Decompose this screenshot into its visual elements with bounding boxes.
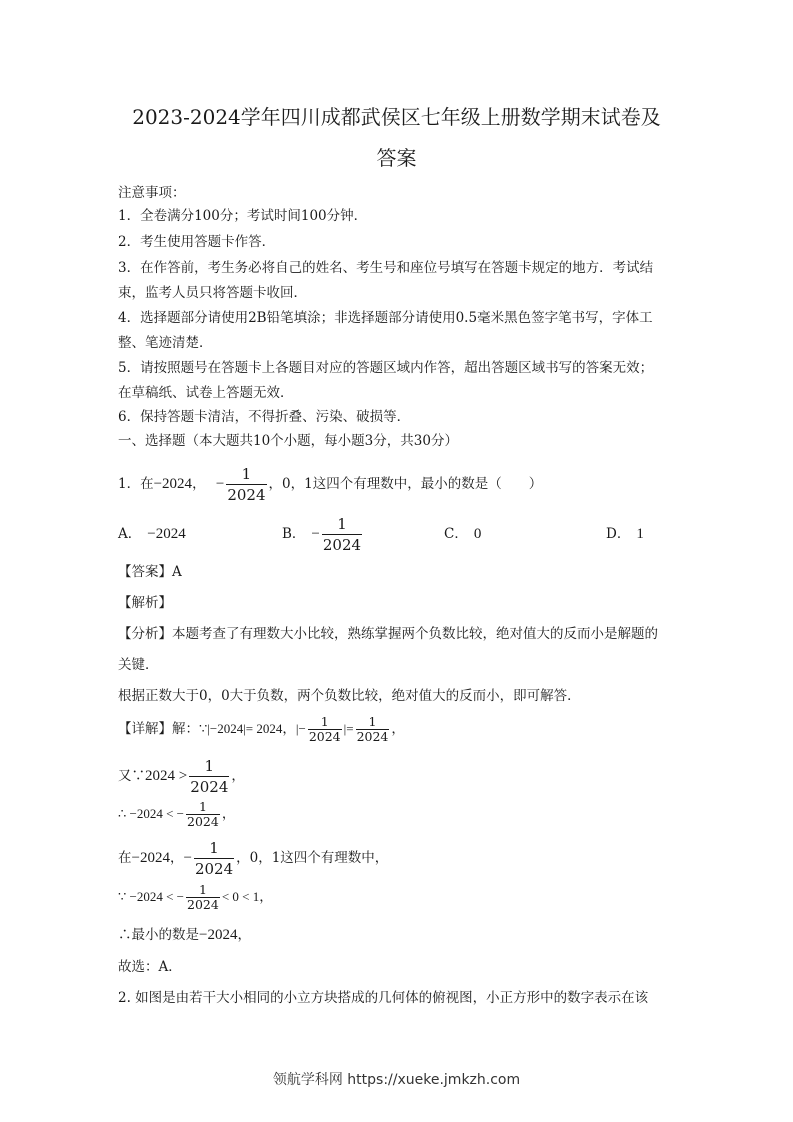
fraction-numerator: 1 — [189, 756, 229, 777]
q1-fraction — [226, 464, 266, 505]
q1-frac-sign: − — [215, 476, 225, 492]
detail-line-4 — [118, 838, 388, 879]
title-line-2: 答案 — [376, 146, 417, 170]
detail-sep: ， — [282, 721, 296, 737]
option-d-label: D． — [606, 526, 631, 542]
fraction-denominator: 2024 — [187, 814, 219, 829]
detail-prefix: 在 — [118, 850, 132, 866]
option-b-label: B． — [282, 526, 306, 542]
footer-watermark: 领航学科网 https://xueke.jmkzh.com — [272, 1072, 521, 1088]
notice-item: 6．保持答题卡清洁，不得折叠、污染、破损等． — [118, 409, 411, 425]
fraction-numerator: 1 — [356, 715, 390, 730]
section-heading: 一、选择题（本大题共10个小题，每小题3分，共30分） — [118, 433, 458, 449]
detail-expr: ∵ −2024 < − — [118, 889, 185, 904]
q1-rest: ，0，1这四个有理数中，最小的数是（ ） — [268, 476, 543, 492]
option-c-label: C． — [444, 526, 468, 542]
detail-line-6 — [118, 925, 251, 945]
abs-open: |− — [295, 721, 306, 736]
question-1-stem — [118, 464, 542, 505]
detail-value: −2024 — [199, 927, 238, 943]
fraction-numerator: 1 — [308, 715, 342, 730]
option-d-value: 1 — [636, 526, 644, 542]
detail-expr: ∵|−2024|= 2024 — [199, 721, 283, 736]
fraction-denominator: 2024 — [308, 729, 341, 744]
notice-item: 1．全卷满分100分；考试时间100分钟． — [118, 208, 368, 224]
detail-expr: 2024 > — [145, 768, 188, 784]
notice-heading: 注意事项： — [118, 185, 186, 201]
title-line-1: 2023-2024学年四川成都武侯区七年级上册数学期末试卷及 — [132, 105, 661, 129]
analysis-line: 关键． — [118, 657, 159, 673]
option-b — [282, 514, 364, 555]
fraction-denominator: 2024 — [190, 778, 229, 796]
option-b-sign: − — [311, 526, 320, 542]
detail-line-7: 故选：A． — [118, 959, 182, 975]
answer: 【答案】A — [118, 564, 182, 580]
question-2-stem: 2. 如图是由若干大小相同的小立方块搭成的几何体的俯视图，小正方形中的数字表示在该 — [118, 990, 649, 1006]
detail-number: −2024 — [131, 850, 170, 866]
detail-sep: ， — [169, 850, 184, 866]
abs-close: |= — [343, 721, 354, 736]
notice-item: 4．选择题部分请使用2B铅笔填涂；非选择题部分请使用0.5毫米黑色签字笔书写，字体工 — [118, 310, 653, 326]
analysis-line: 根据正数大于0，0大于负数，两个负数比较，绝对值大的反而小，即可解答． — [118, 688, 581, 704]
notice-item: 整、笔迹清楚． — [118, 335, 213, 351]
analysis-line: 【分析】本题考查了有理数大小比较，熟练掌握两个负数比较，绝对值大的反而小是解题的 — [118, 626, 658, 642]
option-c-value: 0 — [473, 526, 482, 542]
q1-prefix: 1．在 — [118, 476, 154, 492]
fraction-denominator: 2024 — [356, 729, 389, 744]
detail-line-5 — [118, 883, 273, 912]
detail-expr: ∴ −2024 < − — [118, 806, 185, 821]
fraction-denominator: 2024 — [187, 897, 219, 912]
notice-item: 束，监考人员只将答题卡收回． — [118, 285, 307, 301]
detail-fraction — [194, 838, 234, 879]
fraction-denominator: 2024 — [194, 860, 234, 878]
notice-item: 3．在作答前，考生务必将自己的姓名、考生号和座位号填写在答题卡规定的地方．考试结 — [118, 260, 654, 276]
option-c — [444, 524, 481, 544]
detail-prefix: 【详解】解： — [118, 721, 199, 737]
detail-line-3 — [118, 800, 235, 829]
option-a-label: A． — [118, 526, 142, 542]
detail-tail: < 0 < 1 — [221, 889, 260, 904]
detail-prefix: 又∵ — [118, 768, 145, 784]
notice-item: 5．请按照题号在答题卡上各题目对应的答题区域内作答，超出答题区域书写的答案无效； — [118, 360, 654, 376]
detail-end: ， — [391, 721, 405, 737]
fraction-denominator: 2024 — [227, 486, 266, 504]
notice-item: 在草稿纸、试卷上答题无效． — [118, 385, 294, 401]
analysis-tag: 【解析】 — [118, 595, 172, 611]
fraction-denominator: 2024 — [322, 536, 362, 554]
detail-sign: − — [183, 850, 192, 866]
detail-fraction — [308, 715, 342, 744]
detail-end: ， — [221, 806, 236, 822]
fraction-numerator: 1 — [322, 514, 362, 535]
detail-end: ， — [259, 889, 273, 905]
fraction-numerator: 1 — [186, 800, 220, 815]
fraction-numerator: 1 — [194, 838, 234, 859]
detail-line-1 — [118, 715, 405, 744]
detail-rest: ，0，1这四个有理数中， — [236, 850, 389, 866]
option-a — [118, 524, 186, 544]
detail-fraction — [186, 800, 220, 829]
detail-fraction — [189, 756, 229, 797]
fraction-numerator: 1 — [226, 464, 266, 485]
detail-end: ， — [237, 927, 251, 943]
detail-end: ， — [231, 768, 245, 784]
notice-item: 2．考生使用答题卡作答． — [118, 234, 276, 250]
detail-prefix: ∴最小的数是 — [118, 927, 199, 943]
option-b-fraction — [322, 514, 362, 555]
detail-fraction — [356, 715, 390, 744]
option-a-value: −2024 — [147, 526, 186, 542]
detail-fraction — [186, 883, 220, 912]
q1-number: −2024 — [153, 476, 193, 492]
option-d — [606, 524, 644, 544]
fraction-numerator: 1 — [186, 883, 220, 898]
q1-separator: ， — [192, 476, 206, 492]
detail-line-2 — [118, 756, 245, 797]
